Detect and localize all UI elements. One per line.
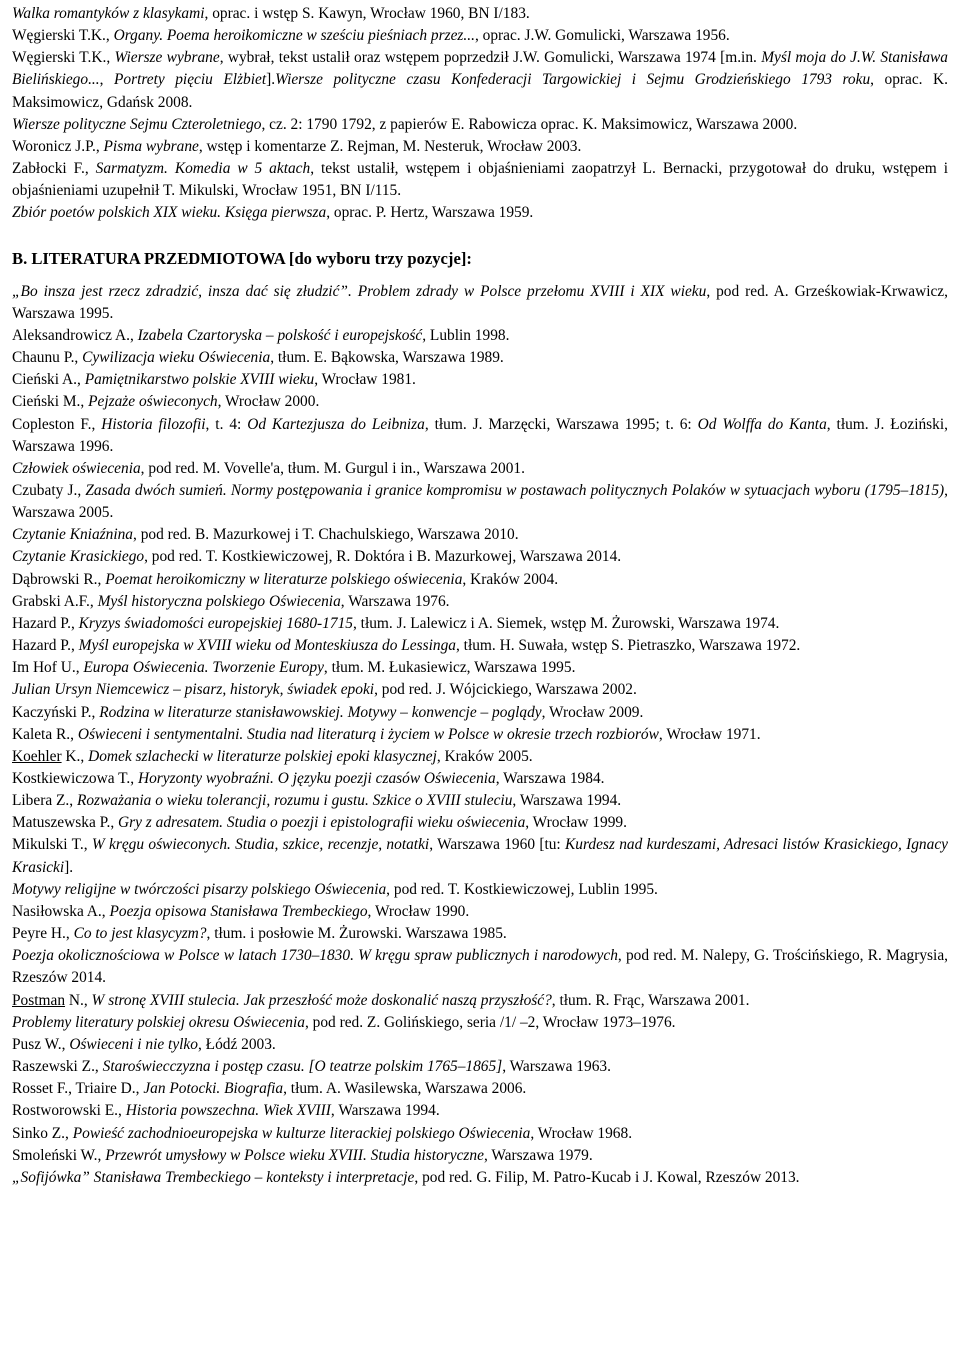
entry-text-segment: , Wrocław 2009.: [541, 703, 644, 721]
bibliography-entry: [12, 524, 948, 546]
entry-text-segment: Raszewski Z.,: [12, 1058, 103, 1076]
entry-text-segment: , wstęp i komentarze Z. Rejman, M. Nesteruk, Wrocław 2003.: [198, 137, 582, 155]
entry-text-segment: Kaczyński P.,: [12, 703, 100, 721]
bibliography-entry: [12, 1078, 948, 1100]
entry-text-segment: Staroświecczyzna i postęp czasu. [O teatrze polskim 1765–1865]: [102, 1058, 503, 1076]
entry-text-segment: Poemat heroikomiczny w literaturze polskiego oświecenia: [105, 570, 463, 588]
entry-text-segment: , Warszawa 1994.: [512, 792, 622, 810]
bibliography-entry: [12, 591, 948, 613]
entry-text-segment: ].: [266, 71, 276, 89]
entry-text-segment: Zasada dwóch sumień. Normy postępowania i granice kompromisu w postawach politycznych Polaków w sytuacjach wyboru (1795–1815): [85, 481, 945, 499]
entry-text-segment: „Bo insza jest rzecz zdradzić, insza dać się złudzić”. Problem zdrady w Polsce przełomu XVIII i XIX wieku: [12, 282, 707, 300]
bibliography-entry: [12, 724, 948, 746]
bibliography-entry: [12, 834, 948, 878]
entry-text-segment: Przewrót umysłowy w Polsce wieku XVIII. Studia historyczne: [105, 1146, 484, 1164]
entry-text-segment: „Sofijówka” Stanisława Trembeckiego – konteksty i interpretacje: [12, 1168, 415, 1186]
entry-text-segment: , tłum. R. Frąc, Warszawa 2001.: [551, 991, 750, 1009]
entry-text-segment: Czytanie Kniaźnina: [12, 526, 133, 544]
entry-text-segment: , Łódź 2003.: [197, 1035, 276, 1053]
entry-text-segment: Co to jest klasycyzm?: [73, 925, 207, 943]
entry-text-segment: Oświeceni i sentymentalni. Studia nad literaturą i życiem w Polsce w okresie trzech rozbiorów: [77, 725, 659, 743]
entry-text-segment: , Wrocław 1990.: [367, 902, 470, 920]
entry-text-segment: Pamiętnikarstwo polskie XVIII wieku: [84, 371, 315, 389]
bibliography-entry: [12, 281, 948, 325]
entry-text-segment: Dąbrowski R.,: [12, 570, 106, 588]
entry-text-segment: Domek szlachecki w literaturze polskiej epoki klasycznej: [88, 747, 437, 765]
bibliography-entry: [12, 702, 948, 724]
entry-text-segment: Cieński A.,: [12, 371, 85, 389]
entry-text-segment: Cieński M.,: [12, 393, 89, 411]
entry-text-segment: Matuszewska P.,: [12, 814, 119, 832]
entry-text-segment: , tłum. i posłowie M. Żurowski. Warszawa 1985.: [206, 925, 507, 943]
bibliography-entry: [12, 1123, 948, 1145]
entry-text-segment: , Wrocław 1981.: [314, 371, 416, 389]
entry-text-segment: , oprac. P. Hertz, Warszawa 1959.: [326, 204, 534, 222]
bibliography-entry: [12, 635, 948, 657]
bibliography-entry: [12, 990, 948, 1012]
entry-text-segment: Hazard P.,: [12, 614, 79, 632]
entry-text-segment: Historia filozofii: [101, 415, 206, 433]
entry-text-segment: Izabela Czartoryska – polskość i europejskość: [137, 326, 423, 344]
entry-text-segment: N.,: [65, 991, 92, 1009]
entry-text-segment: Myśl moja do J.W. Stanisława Bielińskiego...: [12, 49, 948, 89]
bibliography-entry: [12, 1012, 948, 1034]
entry-text-segment: Myśl europejska w XVIII wieku od Monteskiusza do Lessinga: [78, 637, 456, 655]
entry-text-segment: Julian Ursyn Niemcewicz – pisarz, historyk, świadek epoki: [12, 681, 375, 699]
bibliography-entry: [12, 657, 948, 679]
entry-text-segment: Rostworowski E.,: [12, 1102, 126, 1120]
entry-text-segment: Historia powszechna. Wiek XVIII: [125, 1102, 331, 1120]
entry-text-segment: , Warszawa 1984.: [495, 770, 605, 787]
entry-text-segment: Postman: [12, 991, 66, 1009]
entry-text-segment: Horyzonty wyobraźni. O języku poezji czasów Oświecenia: [137, 770, 496, 787]
entry-text-segment: Hazard P.,: [12, 637, 79, 655]
entry-text-segment: Im Hof U.,: [12, 659, 84, 677]
entry-text-segment: Libera Z.,: [12, 792, 77, 810]
entry-text-segment: Od Kartezjusza do Leibniza: [247, 415, 425, 433]
entry-text-segment: Wiersze polityczne Sejmu Czteroletniego: [12, 115, 262, 133]
entry-text-segment: Problemy literatury polskiej okresu Oświecenia: [12, 1013, 305, 1031]
entry-text-segment: Od Wolffa do Kanta: [697, 415, 827, 433]
bibliography-entry: [12, 1056, 948, 1078]
entry-text-segment: Człowiek oświecenia: [12, 459, 141, 477]
section-heading: B. LITERATURA PRZEDMIOTOWA [do wyboru trzy pozycje]:: [12, 248, 472, 268]
entry-text-segment: , tłum. J. Lalewicz i A. Siemek, wstęp M. Żurowski, Warszawa 1974.: [352, 614, 780, 632]
bibliography-entry: [12, 480, 948, 524]
entry-text-segment: , Warszawa 1960 [tu:: [429, 836, 566, 854]
bibliography-entry: [12, 812, 948, 834]
entry-text-segment: Wiersze polityczne czasu Konfederacji Targowickiej i Sejmu Grodzieńskiego 1793 roku: [275, 71, 871, 89]
entry-text-segment: Koehler: [12, 747, 62, 765]
entry-text-segment: Czytanie Krasickiego: [12, 548, 145, 566]
bibliography-entry: [12, 923, 948, 945]
bibliography-entry: [12, 746, 948, 768]
entry-text-segment: Myśl historyczna polskiego Oświecenia: [97, 592, 341, 610]
bibliography-entry: [12, 790, 948, 812]
entry-text-segment: , tłum. A. Wasilewska, Warszawa 2006.: [283, 1080, 527, 1098]
entry-text-segment: , pod red. Z. Golińskiego, seria /1/ –2, Wrocław 1973–1976.: [304, 1013, 676, 1031]
entry-text-segment: Kurdesz nad kurdeszami, Adresaci listów Krasickiego, Ignacy Krasicki: [12, 836, 948, 876]
entry-text-segment: Europa Oświecenia. Tworzenie Europy: [83, 659, 324, 677]
entry-text-segment: Smoleński W.,: [12, 1146, 106, 1164]
entry-text-segment: , pod red. T. Kostkiewiczowej, R. Doktóra i B. Mazurkowej, Warszawa 2014.: [144, 548, 622, 566]
entry-text-segment: , Wrocław 1968.: [530, 1124, 633, 1142]
entry-text-segment: , pod red. T. Kostkiewiczowej, Lublin 1995.: [386, 880, 658, 898]
entry-text-segment: Pisma wybrane: [103, 137, 199, 155]
source-entry: [12, 47, 948, 113]
entry-text-segment: , tłum. J. Marzęcki, Warszawa 1995; t. 6:: [424, 415, 698, 433]
entry-text-segment: , Lublin 1998.: [422, 326, 510, 344]
entry-text-segment: Chaunu P.,: [12, 349, 83, 367]
entry-text-segment: Powieść zachodnioeuropejska w kulturze literackiej polskiego Oświecenia: [72, 1124, 531, 1142]
primary-sources-list: [12, 3, 948, 225]
entry-text-segment: Węgierski T.K.,: [12, 27, 114, 45]
entry-text-segment: , oprac. J.W. Gomulicki, Warszawa 1956.: [474, 27, 730, 45]
entry-text-segment: Walka romantyków z klasykami: [12, 5, 205, 22]
entry-text-segment: , Kraków 2004.: [462, 570, 559, 588]
entry-text-segment: , tłum. E. Bąkowska, Warszawa 1989.: [270, 349, 504, 367]
entry-text-segment: , tłum. M. Łukasiewicz, Warszawa 1995.: [323, 659, 576, 677]
entry-text-segment: Kaleta R.,: [12, 725, 78, 743]
entry-text-segment: Kryzys świadomości europejskiej 1680-1715: [78, 614, 353, 632]
entry-text-segment: , tłum. J. Łoziński, Warszawa 1996.: [12, 415, 948, 455]
source-entry: [12, 25, 948, 47]
entry-text-segment: Aleksandrowicz A.,: [12, 326, 138, 344]
entry-text-segment: Czubaty J.,: [12, 481, 86, 499]
bibliography-entry: [12, 679, 948, 701]
entry-text-segment: Poezja opisowa Stanisława Trembeckiego: [109, 902, 368, 920]
entry-text-segment: , t. 4:: [205, 415, 248, 433]
entry-text-segment: Wiersze wybrane: [114, 49, 220, 67]
entry-text-segment: , pod red. M. Vovelle'a, tłum. M. Gurgul i in., Warszawa 2001.: [140, 459, 525, 477]
entry-text-segment: Poezja okolicznościowa w Polsce w latach 1730–1830. W kręgu spraw publicznych i narodowych: [12, 947, 618, 965]
source-entry: [12, 3, 948, 25]
entry-text-segment: Pusz W.,: [12, 1035, 70, 1053]
source-entry: [12, 114, 948, 136]
bibliography-entry: [12, 325, 948, 347]
bibliography-entry: [12, 458, 948, 480]
entry-text-segment: Peyre H.,: [12, 925, 74, 943]
document-page: [12, 3, 948, 1189]
entry-text-segment: Sinko Z.,: [12, 1124, 73, 1142]
bibliography-entry: [12, 391, 948, 413]
entry-text-segment: Portrety pięciu Elżbiet: [114, 71, 267, 89]
entry-text-segment: Nasiłowska A.,: [12, 902, 110, 920]
entry-text-segment: , Warszawa 1976.: [340, 592, 450, 610]
entry-text-segment: Mikulski T.,: [12, 836, 92, 854]
bibliography-entry: [12, 613, 948, 635]
entry-text-segment: , Warszawa 2005.: [12, 481, 949, 522]
bibliography-entry: [12, 546, 948, 568]
entry-text-segment: ,: [99, 71, 114, 89]
entry-text-segment: , oprac. i wstęp S. Kawyn, Wrocław 1960, BN I/183.: [204, 5, 530, 22]
entry-text-segment: Zbiór poetów polskich XIX wieku. Księga pierwsza: [12, 204, 327, 222]
entry-text-segment: , pod red. B. Mazurkowej i T. Chachulskiego, Warszawa 2010.: [133, 526, 519, 544]
source-entry: [12, 158, 948, 202]
bibliography-entry: [12, 901, 948, 923]
entry-text-segment: K.,: [61, 747, 89, 765]
entry-text-segment: , wybrał, tekst ustalił oraz wstępem poprzedził J.W. Gomulicki, Warszawa 1974 [m.in.: [219, 49, 762, 67]
entry-text-segment: Zabłocki F.,: [12, 160, 96, 178]
bibliography-entry: [12, 1100, 948, 1122]
entry-text-segment: Kostkiewiczowa T.,: [12, 770, 138, 787]
bibliography-entry: [12, 369, 948, 391]
bibliography-entry: [12, 347, 948, 369]
bibliography-entry: [12, 945, 948, 989]
entry-text-segment: , pod red. J. Wójcickiego, Warszawa 2002.: [374, 681, 637, 699]
entry-text-segment: ].: [64, 858, 74, 876]
entry-text-segment: , Warszawa 1979.: [483, 1146, 593, 1164]
bibliography-entry: [12, 879, 948, 901]
entry-text-segment: , Warszawa 1994.: [330, 1102, 440, 1120]
literature-list: [12, 281, 948, 1189]
entry-text-segment: Jan Potocki. Biografia: [143, 1080, 284, 1098]
entry-text-segment: , Wrocław 2000.: [217, 393, 320, 411]
entry-text-segment: Pejzaże oświeconych: [88, 393, 218, 411]
bibliography-entry: [12, 768, 948, 790]
bibliography-entry: [12, 1145, 948, 1167]
entry-text-segment: Oświeceni i nie tylko: [69, 1035, 198, 1053]
entry-text-segment: , tekst ustalił, wstępem i objaśnieniami zaopatrzył L. Bernacki, przygotował do druku, wstępem i objaśnieniami uzupełnił T. Mikulski, Wrocław 1951, BN I/115.: [12, 160, 949, 200]
entry-text-segment: Organy. Poema heroikomiczne w sześciu pieśniach przez...: [113, 27, 475, 45]
entry-text-segment: Grabski A.F.,: [12, 592, 98, 610]
entry-text-segment: Rosset F., Triaire D.,: [12, 1080, 144, 1098]
entry-text-segment: , cz. 2: 1790 1792, z papierów E. Rabowicza oprac. K. Maksimowicz, Warszawa 2000.: [261, 115, 798, 133]
entry-text-segment: , tłum. H. Suwała, wstęp S. Pietraszko, Warszawa 1972.: [455, 637, 801, 655]
source-entry: [12, 136, 948, 158]
bibliography-entry: [12, 1034, 948, 1056]
entry-text-segment: , Kraków 2005.: [436, 747, 533, 765]
entry-text-segment: Cywilizacja wieku Oświecenia: [82, 349, 271, 367]
entry-text-segment: , Wrocław 1999.: [525, 814, 627, 832]
entry-text-segment: , pod red. G. Filip, M. Patro-Kucab i J. Kowal, Rzeszów 2013.: [414, 1168, 800, 1186]
entry-text-segment: Gry z adresatem. Studia o poezji i epistolografii wieku oświecenia: [118, 814, 526, 832]
source-entry: [12, 202, 948, 224]
entry-text-segment: , Warszawa 1963.: [502, 1058, 611, 1076]
entry-text-segment: Węgierski T.K.,: [12, 49, 115, 67]
entry-text-segment: Rozważania o wieku tolerancji, rozumu i gustu. Szkice o XVIII stuleciu: [76, 792, 513, 810]
entry-text-segment: Motywy religijne w twórczości pisarzy polskiego Oświecenia: [12, 880, 387, 898]
entry-text-segment: Copleston F.,: [12, 415, 102, 433]
entry-text-segment: W stronę XVIII stulecia. Jak przeszłość może doskonalić naszą przyszłość?: [91, 991, 552, 1009]
entry-text-segment: , pod red. M. Nalepy, G. Trościńskiego, R. Magrysia, Rzeszów 2014.: [12, 947, 948, 987]
bibliography-entry: [12, 1167, 948, 1189]
entry-text-segment: Woronicz J.P.,: [12, 137, 104, 155]
entry-text-segment: Rodzina w literaturze stanisławowskiej. Motywy – konwencje – poglądy: [99, 703, 542, 721]
entry-text-segment: , pod red. A. Grześkowiak-Krwawicz, Warszawa 1995.: [12, 282, 948, 322]
bibliography-entry: [12, 414, 948, 458]
entry-text-segment: W kręgu oświeconych. Studia, szkice, recenzje, notatki: [91, 836, 430, 854]
entry-text-segment: Sarmatyzm. Komedia w 5 aktach: [95, 160, 311, 178]
entry-text-segment: , oprac. K. Maksimowicz, Gdańsk 2008.: [12, 71, 949, 111]
entry-text-segment: , Wrocław 1971.: [658, 725, 761, 743]
bibliography-entry: [12, 569, 948, 591]
